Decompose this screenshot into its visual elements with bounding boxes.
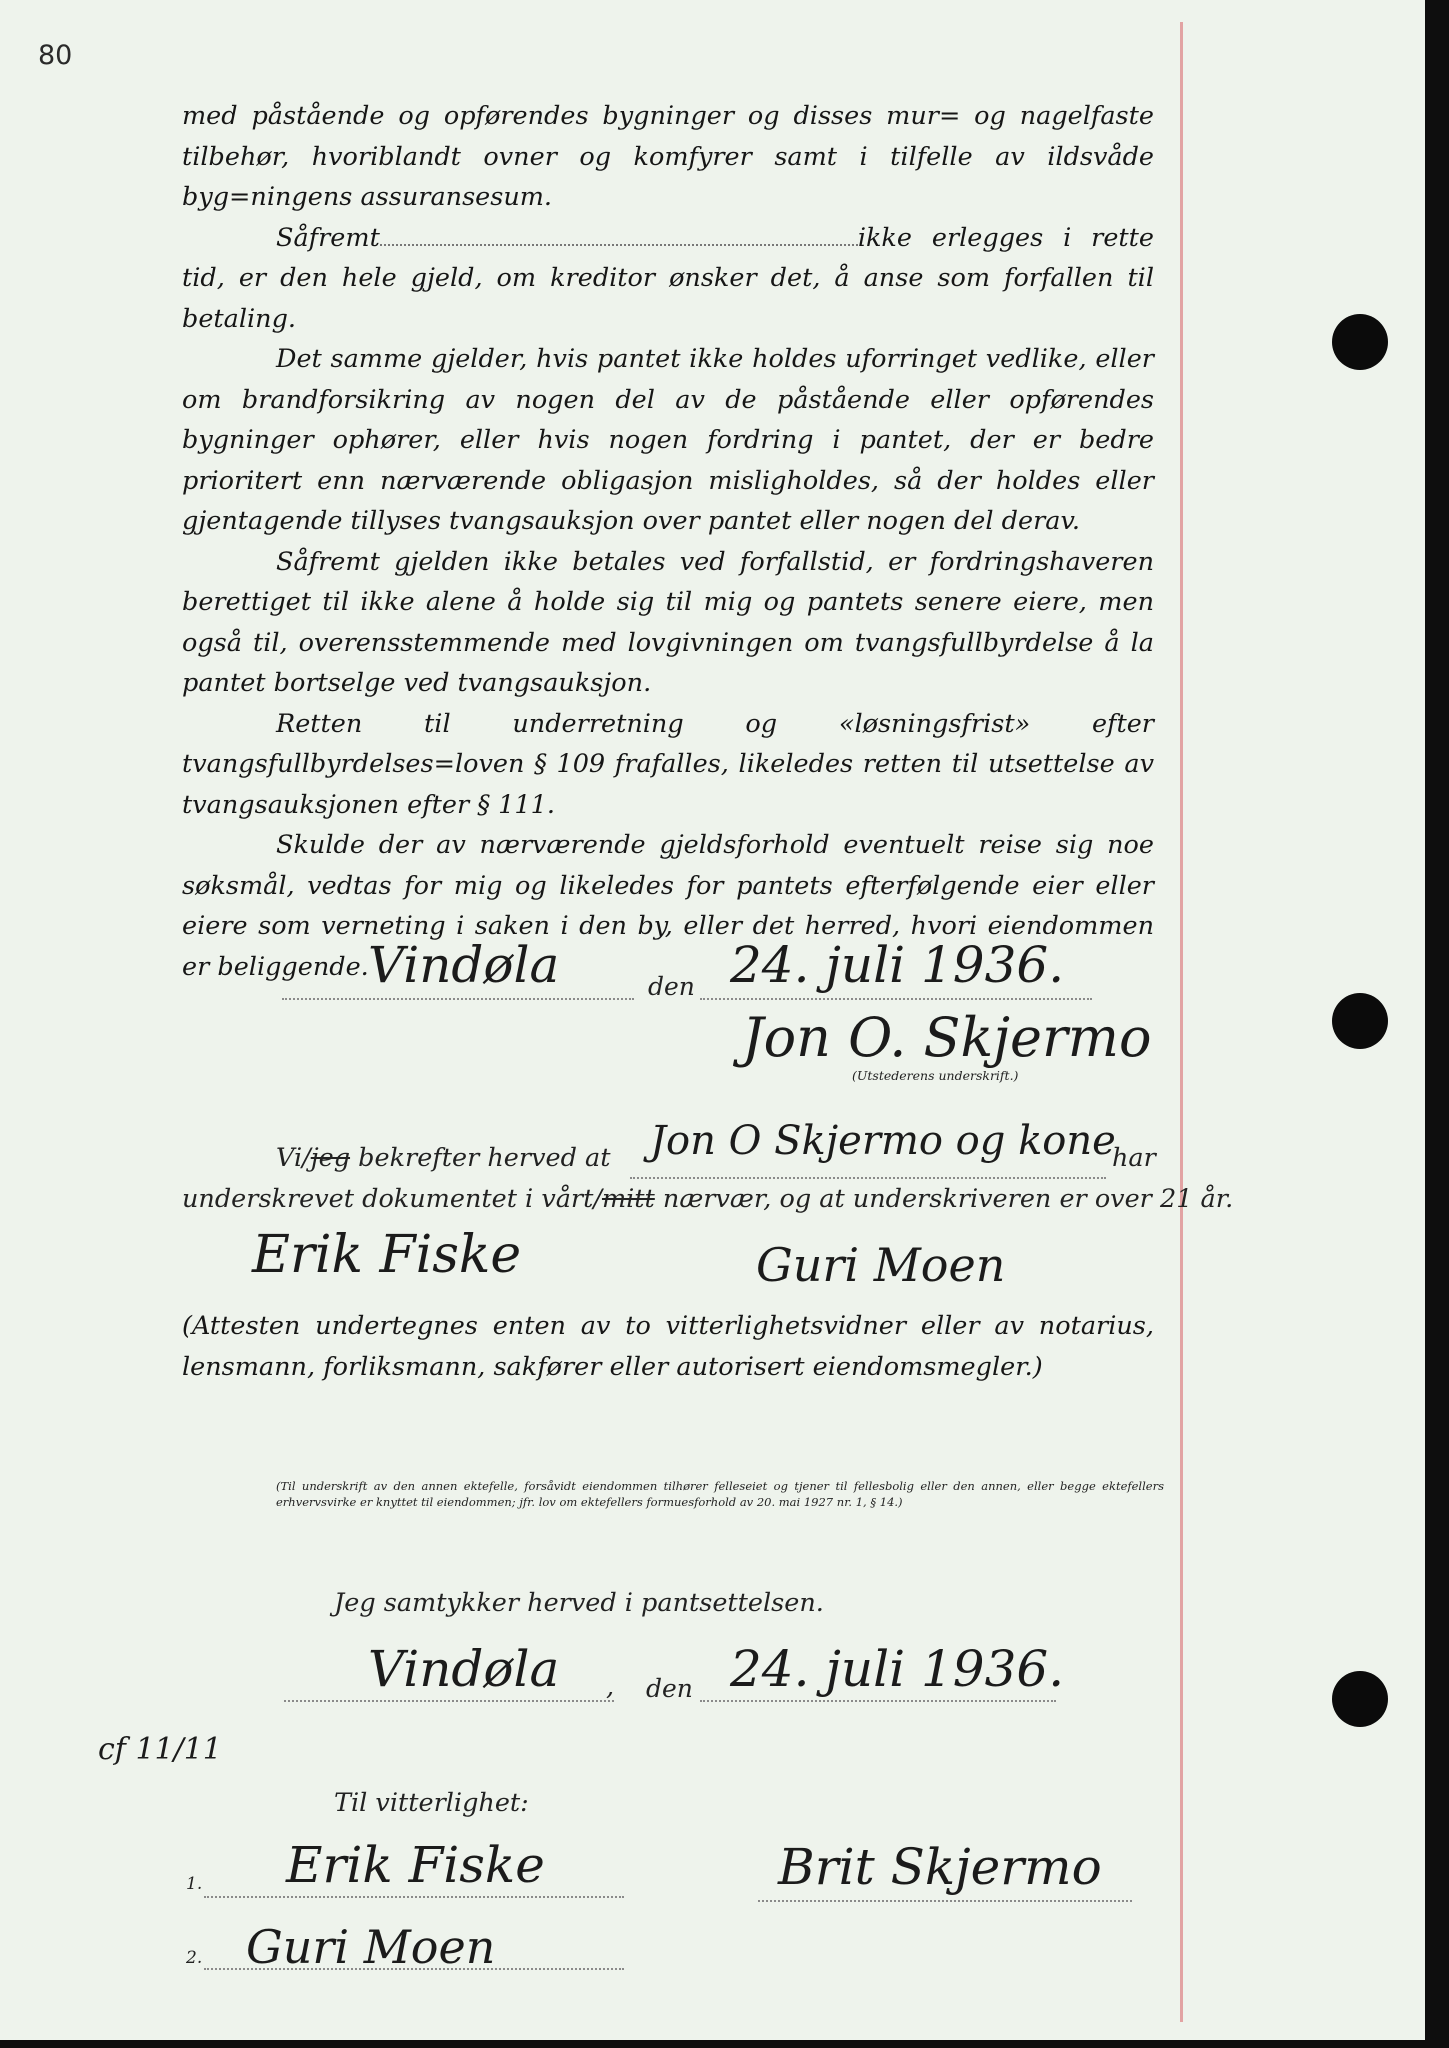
witness-1-handwritten: Erik Fiske — [286, 1836, 545, 1894]
place-line-1 — [282, 998, 634, 1000]
confirm-line2-a: underskrevet dokumentet i vårt/ — [182, 1184, 602, 1214]
page-number: 80 — [38, 40, 73, 71]
attest-note — [182, 1306, 1154, 1387]
confirm-names-handwritten: Jon O Skjermo og kone — [650, 1118, 1116, 1164]
place-handwritten-1: Vindøla — [368, 936, 560, 994]
margin-rule — [1180, 22, 1183, 2022]
den-label-2: den — [646, 1674, 693, 1703]
comma-separator: , — [606, 1672, 615, 1702]
confirm-line2-b: nærvær, og at underskriveren er over 21 år. — [662, 1184, 1234, 1214]
paragraph-forfallstid: Såfremt gjelden ikke betales ved forfallstid, er fordringshaveren berettiget til ikke alene å holde sig til mig og pantets senere eiere, men også til, overensstemmende med lovgivningen om tvangsfullbyrdelse å la pantet bortselge ved tvangsauksjon. — [182, 546, 1154, 698]
til-vitterlighet-label: Til vitterlighet: — [334, 1788, 529, 1818]
date-handwritten-2: 24. juli 1936. — [730, 1640, 1065, 1698]
safremt-blank-line — [380, 244, 858, 246]
den-label-1: den — [648, 972, 695, 1001]
paragraph-verneting: Skulde der av nærværende gjeldsforhold eventuelt reise sig noe søksmål, vedtas for mig og likeledes for pantets efterfølgende eier eller eiere som verneting i saken i den by, eller det herred, hvori eiendommen er beliggende. — [182, 830, 1154, 982]
confirm-names-line — [630, 1177, 1106, 1179]
date-line-1 — [700, 998, 1092, 1000]
confirm-mitt-struck: mitt — [601, 1184, 655, 1214]
confirm-har: har — [1112, 1143, 1156, 1173]
punch-hole-bottom — [1332, 1671, 1388, 1727]
safremt-label: Såfremt — [276, 222, 380, 253]
punch-hole-top — [1332, 314, 1388, 370]
signature-spouse: Brit Skjermo — [778, 1838, 1102, 1896]
date-line-2 — [700, 1700, 1056, 1702]
consent-text: Jeg samtykker herved i pantsettelsen. — [334, 1588, 824, 1618]
witness-signature-guri: Guri Moen — [756, 1238, 1006, 1292]
paragraph-det-samme: Det samme gjelder, hvis pantet ikke holdes uforringet vedlike, eller om brandforsikring av nogen del av de påstående eller opførendes bygninger ophører, eller hvis nogen fordring i pantet, der er bedre prioritert enn nærværende obligasjon misligholdes, så der holdes eller gjentagende tillyses tvangsauksjon over pantet eller nogen del derav. — [182, 344, 1154, 536]
confirm-line-1 — [276, 1143, 610, 1173]
date-handwritten-1: 24. juli 1936. — [730, 936, 1065, 994]
place-line-2 — [284, 1700, 614, 1702]
punch-hole-middle — [1332, 993, 1388, 1049]
witness-2-handwritten: Guri Moen — [246, 1920, 496, 1974]
issuer-signature-label: (Utstederens underskrift.) — [852, 1068, 1019, 1083]
witness-line-1 — [204, 1896, 624, 1898]
witness-signature-erik: Erik Fiske — [252, 1225, 522, 1285]
confirm-line-2 — [182, 1184, 1233, 1214]
footnote-spouse: (Til underskrift av den annen ektefelle, forsåvidt eiendommen tilhører felleseiet og tjener til fellesbolig eller den annen, eller begge ektefellers erhvervsvirke er knyttet til eiendommen; jfr. lov om ektefellers formuesforhold av 20. mai 1927 nr. 1, § 14.) — [276, 1479, 1164, 1509]
safremt-text: ikke erlegges i rette tid, er den hele gjeld, om kreditor ønsker det, å anse som forfallen til betaling. — [182, 222, 1154, 334]
signature-issuer: Jon O. Skjermo — [742, 1006, 1152, 1069]
paragraph-mortgage-scope: med påstående og opførendes bygninger og disses mur= og nagelfaste tilbehør, hvoriblandt ovner og komfyrer samt i tilfelle av ildsvåde byg=ningens assuransesum. — [182, 101, 1154, 212]
paragraph-safremt — [182, 218, 1154, 340]
margin-note-handwritten: cf 11/11 — [98, 1732, 222, 1767]
body-text — [182, 96, 1154, 987]
witness-number-1: 1. — [186, 1874, 203, 1894]
witness-number-2: 2. — [186, 1948, 203, 1968]
place-handwritten-2: Vindøla — [368, 1640, 560, 1698]
attest-note-text: (Attesten undertegnes enten av to vitterlighetsvidner eller av notarius, lensmann, forliksmann, sakfører eller autorisert eiendomsmegler.) — [182, 1311, 1154, 1382]
spouse-signature-line — [758, 1900, 1132, 1902]
paragraph-retten: Retten til underretning og «løsningsfrist» efter tvangsfullbyrdelses=loven § 109 frafalles, likeledes retten til utsettelse av tvangsauksjonen efter § 111. — [182, 708, 1154, 820]
confirm-jeg-struck: jeg — [310, 1143, 351, 1173]
confirm-bekrefter: bekrefter herved at — [358, 1143, 611, 1173]
confirm-vi: Vi/ — [276, 1143, 311, 1173]
